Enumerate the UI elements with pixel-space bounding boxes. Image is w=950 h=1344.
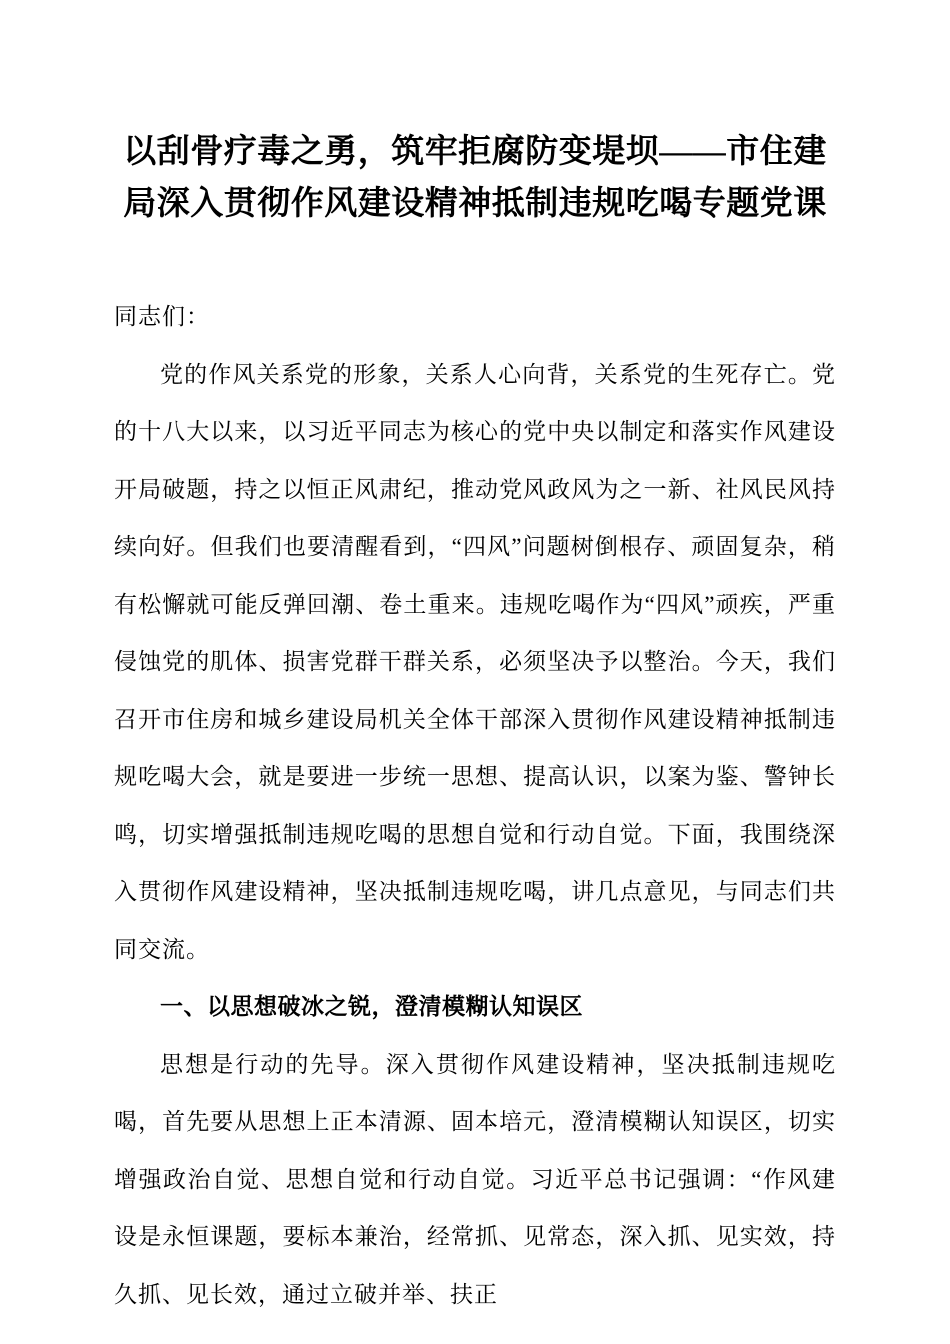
body-paragraph-2: 思想是行动的先导。深入贯彻作风建设精神，坚决抵制违规吃喝，首先要从思想上正本清源、固本培元，澄清模糊认知误区，切实增强政治自觉、思想自觉和行动自觉。习近平总书记强调：“作风建设是永恒课题，要标本兼治，经常抓、见常态，深入抓、见实效，持久抓、见长效，通过立破并举、扶正 xyxy=(114,1051,836,1307)
body-paragraph-1: 党的作风关系党的形象，关系人心向背，关系党的生死存亡。党的十八大以来，以习近平同志为核心的党中央以制定和落实作风建设开局破题，持之以恒正风肃纪，推动党风政风为之一新、社风民风持续向好。但我们也要清醒看到，“四风”问题树倒根存、顽固复杂，稍有松懈就可能反弹回潮、卷土重来。违规吃喝作为“四风”顽疾，严重侵蚀党的肌体、损害党群干群关系，必须坚决予以整治。今天，我们召开市住房和城乡建设局机关全体干部深入贯彻作风建设精神抵制违规吃喝大会，就是要进一步统一思想、提高认识，以案为鉴、警钟长鸣，切实增强抵制违规吃喝的思想自觉和行动自觉。下面，我围绕深入贯彻作风建设精神，坚决抵制违规吃喝，讲几点意见，与同志们共同交流。 xyxy=(114,361,836,962)
section-heading-1: 一、以思想破冰之锐，澄清模糊认知误区 xyxy=(160,993,583,1020)
salutation-paragraph: 同志们： xyxy=(114,304,210,330)
document-title: 以刮骨疗毒之勇，筑牢拒腐防变堤坝——市住建局深入贯彻作风建设精神抵制违规吃喝专题党课 xyxy=(123,134,827,223)
